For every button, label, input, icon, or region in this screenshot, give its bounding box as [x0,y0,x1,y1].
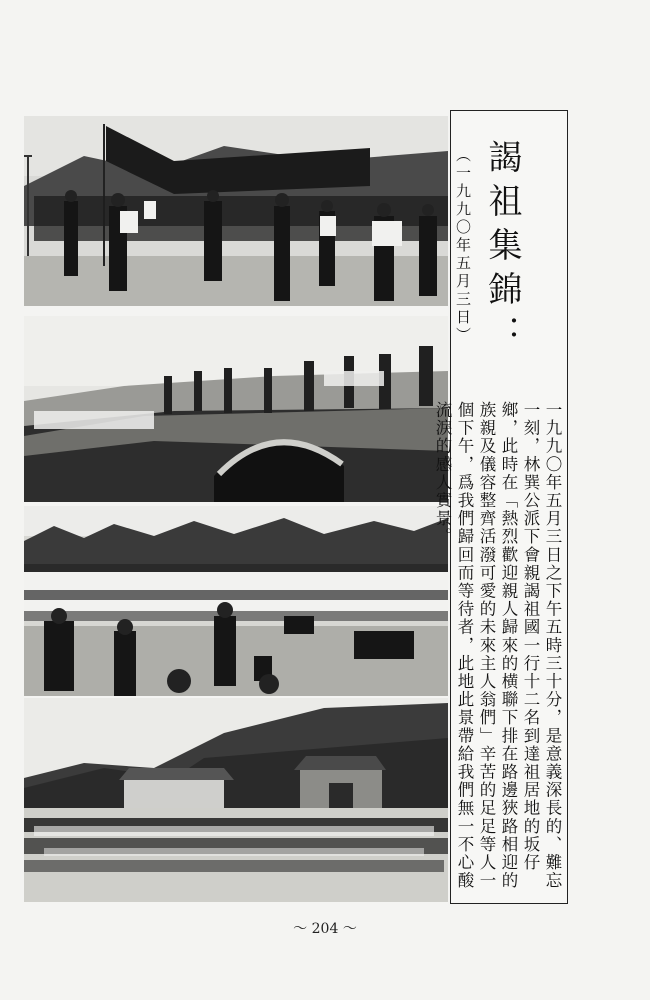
page-number-value: 204 [311,921,339,937]
page-mark-left: ～ [293,921,308,937]
page-number [0,918,650,938]
photo-welcome-children [24,506,448,696]
caption-body: 一九九〇年五月三日之下午五時三十分，是意義深長的、難忘一刻，林巽公派下會親謁祖國一行十二名到達祖居地的坂仔鄉，此時在「熱烈歡迎親人歸來的横聯下排在路邊狹路相迎的族親及儀容整齊活潑可愛的未來主人翁們」辛苦的足足等人一個下午，爲我們歸回而等待者，此地此景帶給我們無一不心酸流淚的感人實景。 [433,401,562,890]
photo-ancestral-hall [24,698,448,902]
photo-welcome-image [24,506,448,696]
photo-bridge-image [24,316,448,502]
section-date: （一九九〇年五月三日） [454,147,472,345]
page-mark-right: ～ [342,921,357,937]
photo-hall-image [24,698,448,902]
caption-panel [433,110,568,904]
section-title: 謁祖集錦： [482,139,522,359]
photo-procession-image [24,116,448,306]
photo-bridge-crowd [24,316,448,502]
photo-procession [24,116,448,306]
